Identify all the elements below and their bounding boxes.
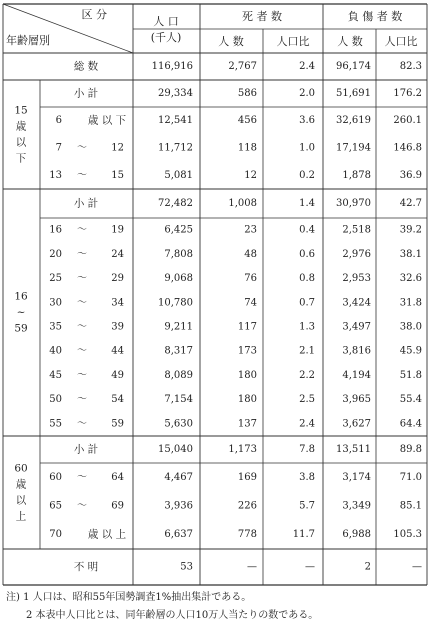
age-range-tilde: 〜 (77, 471, 87, 483)
total-death-ratio: 2.4 (299, 61, 315, 72)
age-row-death-count: 76 (244, 273, 257, 285)
age-from: 65 (49, 500, 62, 512)
age-from: 30 (49, 297, 62, 309)
age-row-population: 6,425 (164, 224, 193, 236)
unknown-injured-count: 2 (364, 561, 371, 573)
age-from: 13 (49, 169, 62, 181)
age-row-injured-count: 3,174 (342, 471, 371, 483)
subtotal-injured-ratio: 89.8 (399, 444, 422, 455)
age-to: 54 (111, 394, 124, 406)
age-row-death-count: 23 (244, 224, 257, 236)
note-1: 注) 1 人口は、昭和55年国勢調査1%抽出集計である。 (6, 592, 252, 603)
subtotal-injured-ratio: 42.7 (399, 198, 422, 209)
age-row-death-count: 180 (237, 394, 257, 406)
age-row-death-ratio: 0.8 (299, 273, 315, 285)
age-row-death-ratio: 0.4 (299, 224, 315, 236)
subtotal-death-ratio: 7.8 (299, 444, 315, 455)
age-row-injured-ratio: 32.6 (399, 273, 422, 285)
age-from: 16 (49, 224, 62, 236)
age-row-injured-count: 6,988 (342, 529, 371, 541)
age-row-death-count: 12 (244, 169, 257, 181)
age-from: 7 (55, 142, 62, 154)
age-row-death-count: 778 (237, 529, 257, 541)
age-row-population: 4,467 (164, 471, 193, 483)
age-from: 6 (55, 115, 62, 127)
age-row-injured-count: 3,349 (342, 500, 371, 512)
header-death-count: 人 数 (218, 35, 244, 48)
age-range-tilde: 〜 (77, 394, 87, 406)
age-row-population: 9,068 (164, 273, 193, 285)
age-row-injured-count: 2,953 (342, 273, 371, 285)
age-to: 69 (111, 500, 124, 512)
age-row-death-ratio: 2.5 (299, 394, 315, 406)
age-row-death-count: 169 (237, 471, 257, 483)
age-to: 49 (111, 369, 124, 381)
age-to: 24 (111, 248, 124, 260)
age-row-death-count: 137 (237, 418, 257, 430)
age-from: 55 (49, 418, 62, 430)
age-group-side-label: ~ (16, 306, 26, 319)
age-row-population: 3,936 (164, 500, 193, 512)
total-death-count: 2,767 (228, 61, 257, 72)
age-to: 34 (111, 297, 124, 309)
age-row-population: 7,808 (164, 248, 193, 260)
age-row-injured-ratio: 39.2 (399, 224, 422, 236)
age-range-tilde: 〜 (77, 224, 87, 236)
header-death-ratio: 人口比 (276, 35, 310, 48)
age-row-death-ratio: 0.6 (299, 248, 315, 260)
age-row-death-ratio: 5.7 (299, 500, 315, 512)
age-row-death-count: 180 (237, 369, 257, 381)
age-group-side-label: 16 (14, 290, 28, 303)
age-row-injured-count: 17,194 (336, 142, 371, 154)
age-to: 29 (111, 273, 124, 285)
age-row-injured-ratio: 105.3 (393, 529, 422, 541)
age-group-side-label: 以 (15, 136, 27, 149)
total-injured-count: 96,174 (336, 61, 371, 72)
age-to: 39 (111, 321, 124, 333)
age-row-population: 8,089 (164, 369, 193, 381)
age-row-population: 12,541 (158, 115, 193, 127)
age-to: 59 (111, 418, 124, 430)
header-injured-count: 人 数 (337, 35, 363, 48)
header-kubun: 区 分 (81, 8, 107, 21)
age-row-population: 8,317 (164, 345, 193, 357)
age-row-death-ratio: 0.2 (299, 169, 315, 181)
age-to: 44 (111, 345, 124, 357)
total-population: 116,916 (151, 61, 193, 72)
age-group-side-label: 歳 (15, 120, 27, 133)
age-row-population: 9,211 (164, 321, 193, 333)
age-suffix: 歳 以 上 (87, 528, 127, 541)
subtotal-label: 小 計 (73, 443, 99, 456)
age-row-population: 10,780 (158, 297, 193, 309)
age-row-injured-count: 4,194 (342, 369, 371, 381)
unknown-label: 不 明 (73, 561, 99, 573)
age-row-death-ratio: 1.0 (299, 142, 315, 154)
age-range-tilde: 〜 (77, 169, 87, 181)
age-group-side-label: 上 (15, 510, 27, 523)
age-row-injured-ratio: 85.1 (399, 500, 422, 512)
age-row-death-ratio: 3.8 (299, 471, 315, 483)
total-label: 総 数 (73, 60, 99, 73)
age-group-side-label: 歳 (15, 478, 27, 491)
subtotal-label: 小 計 (73, 87, 99, 100)
age-row-population: 11,712 (158, 142, 193, 154)
age-row-injured-ratio: 51.8 (399, 369, 422, 381)
age-range-tilde: 〜 (77, 142, 87, 154)
subtotal-death-ratio: 1.4 (299, 198, 315, 209)
age-row-injured-count: 3,816 (342, 345, 371, 357)
age-range-tilde: 〜 (77, 321, 87, 333)
total-injured-ratio: 82.3 (399, 61, 422, 72)
header-population: 人 口 (153, 15, 179, 28)
age-row-injured-ratio: 146.8 (393, 142, 422, 154)
age-row-injured-count: 3,497 (342, 321, 371, 333)
header-injured: 負 傷 者 数 (347, 10, 403, 23)
age-range-tilde: 〜 (77, 297, 87, 309)
age-range-tilde: 〜 (77, 500, 87, 512)
unknown-death-ratio: — (305, 561, 315, 573)
subtotal-injured-count: 51,691 (336, 88, 371, 99)
age-row-injured-ratio: 38.0 (399, 321, 422, 333)
age-range-tilde: 〜 (77, 248, 87, 260)
age-row-injured-count: 2,518 (342, 224, 371, 236)
age-row-death-ratio: 0.7 (299, 297, 315, 309)
header-injured-ratio: 人口比 (384, 35, 418, 48)
unknown-injured-ratio: — (412, 561, 422, 573)
age-to: 19 (111, 224, 124, 236)
age-row-death-count: 117 (237, 321, 257, 333)
subtotal-death-ratio: 2.0 (299, 88, 315, 99)
subtotal-population: 29,334 (158, 88, 193, 99)
age-row-population: 5,630 (164, 418, 193, 430)
age-group-side-label: 15 (14, 104, 28, 117)
age-group-side-label: 60 (14, 462, 28, 475)
age-row-death-count: 226 (237, 500, 257, 512)
age-group-side-label: 59 (14, 322, 28, 335)
age-from: 50 (49, 394, 62, 406)
age-row-death-count: 173 (237, 345, 257, 357)
header-deaths: 死 者 数 (242, 10, 282, 23)
age-row-injured-count: 1,878 (342, 169, 371, 181)
subtotal-injured-count: 13,511 (336, 444, 371, 455)
age-to: 12 (111, 142, 124, 154)
age-row-death-ratio: 2.2 (299, 369, 315, 381)
age-range-tilde: 〜 (77, 418, 87, 430)
age-row-injured-ratio: 36.9 (399, 169, 422, 181)
age-from: 40 (49, 345, 62, 357)
age-to: 64 (111, 471, 124, 483)
age-from: 45 (49, 369, 62, 381)
age-suffix: 歳 以 下 (87, 114, 127, 127)
age-row-injured-ratio: 38.1 (399, 248, 422, 260)
age-row-injured-ratio: 45.9 (399, 345, 422, 357)
age-row-injured-count: 2,976 (342, 248, 371, 260)
age-range-tilde: 〜 (77, 273, 87, 285)
age-row-injured-ratio: 31.8 (399, 297, 422, 309)
age-row-population: 7,154 (164, 394, 193, 406)
age-row-death-count: 48 (244, 248, 257, 260)
age-from: 25 (49, 273, 62, 285)
age-group-side-label: 下 (15, 152, 27, 165)
age-row-population: 6,637 (164, 529, 193, 541)
age-from: 20 (49, 248, 62, 260)
age-row-death-ratio: 3.6 (299, 115, 315, 127)
age-from: 60 (49, 471, 62, 483)
age-row-death-ratio: 1.3 (299, 321, 315, 333)
subtotal-death-count: 1,173 (228, 444, 257, 455)
age-row-injured-ratio: 64.4 (399, 418, 422, 430)
age-row-injured-count: 32,619 (336, 115, 371, 127)
age-from: 70 (49, 529, 62, 541)
subtotal-population: 72,482 (158, 198, 193, 209)
subtotal-death-count: 586 (237, 88, 257, 99)
unknown-population: 53 (180, 561, 193, 573)
age-to: 15 (111, 169, 124, 181)
age-range-tilde: 〜 (77, 369, 87, 381)
age-row-death-count: 74 (244, 297, 257, 309)
subtotal-label: 小 計 (73, 197, 99, 210)
age-row-population: 5,081 (164, 169, 193, 181)
subtotal-death-count: 1,008 (228, 198, 257, 209)
age-row-injured-count: 3,424 (342, 297, 371, 309)
age-group-side-label: 以 (15, 494, 27, 507)
age-range-tilde: 〜 (77, 345, 87, 357)
age-row-injured-count: 3,965 (342, 394, 371, 406)
age-row-death-ratio: 2.1 (299, 345, 315, 357)
age-row-death-ratio: 2.4 (299, 418, 315, 430)
age-row-injured-ratio: 260.1 (393, 115, 422, 127)
unknown-death-count: — (247, 561, 257, 573)
age-row-injured-ratio: 71.0 (399, 471, 422, 483)
age-from: 35 (49, 321, 62, 333)
header-age-group: 年齢層別 (6, 34, 50, 47)
age-row-injured-count: 3,627 (342, 418, 371, 430)
age-row-death-ratio: 11.7 (292, 529, 315, 541)
age-row-death-count: 456 (237, 115, 257, 127)
subtotal-population: 15,040 (158, 444, 193, 455)
age-row-death-count: 118 (237, 142, 257, 154)
subtotal-injured-count: 30,970 (336, 198, 371, 209)
subtotal-injured-ratio: 176.2 (393, 88, 422, 99)
age-row-injured-ratio: 55.4 (399, 394, 422, 406)
note-2: 2 本表中人口比とは、同年齢層の人口10万人当たりの数である。 (26, 610, 319, 621)
header-population-unit: (千人) (150, 31, 182, 44)
